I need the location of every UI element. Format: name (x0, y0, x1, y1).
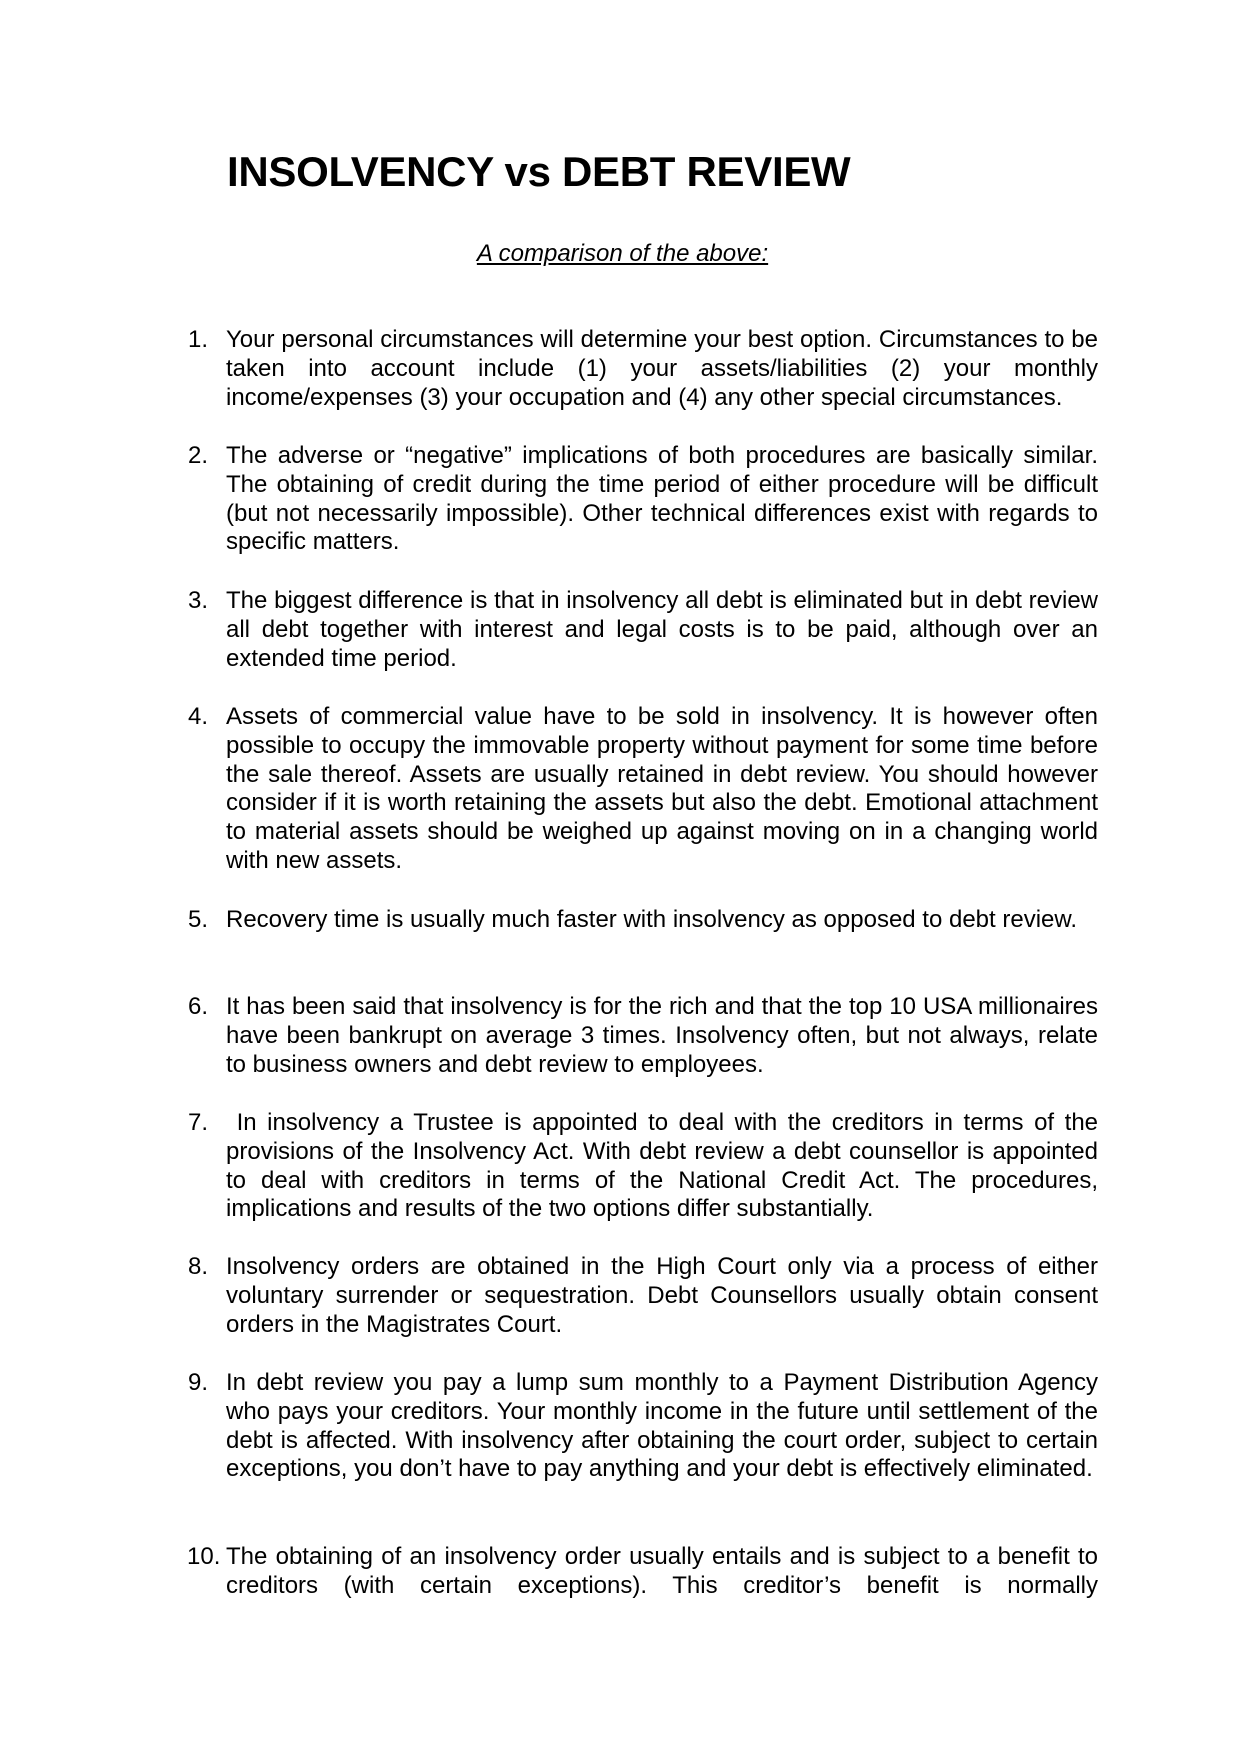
list-item-text: Assets of commercial value have to be sold in insolvency. It is however often possible to occupy the immovable property without payment for some time before the sale thereof. Assets are usually retained in debt review. You should however consider if it is worth retaining the assets but also the debt. Emotional attachment to material assets should be weighed up against moving on in a changing world with new assets. (226, 703, 1098, 874)
list-item-text: It has been said that insolvency is for the rich and that the top 10 USA millionaires have been bankrupt on average 3 times. Insolvency often, but not always, relate to business owners and debt review to employees. (226, 993, 1098, 1078)
list-item-text: The adverse or “negative” implications of both procedures are basically similar. The obtaining of credit during the time period of either procedure will be difficult (but not necessarily impossible). Other technical differences exist with regards to specific matters. (226, 442, 1098, 556)
list-item-number: 2. (188, 442, 209, 469)
list-item-text: In insolvency a Trustee is appointed to deal with the creditors in terms of the provisions of the Insolvency Act. With debt review a debt counsellor is appointed to deal with creditors in terms of the National Credit Act. The procedures, implications and results of the two options differ substantially. (226, 1109, 1105, 1223)
document-title: INSOLVENCY vs DEBT REVIEW (227, 148, 851, 195)
list-item (188, 1253, 1098, 1339)
list-item-number: 5. (188, 906, 209, 933)
list-item-text: The biggest difference is that in insolvency all debt is eliminated but in debt review all debt together with interest and legal costs is to be paid, although over an extended time period. (226, 587, 1098, 672)
list-item (188, 703, 1098, 876)
list-item (188, 906, 1098, 935)
list-item-text: Your personal circumstances will determine your best option. Circumstances to be taken into account include (1) your assets/liabilities (2) your monthly income/expenses (3) your occupation and (4) any other special circumstances. (226, 326, 1098, 411)
list-item (188, 587, 1098, 673)
list-item (188, 993, 1098, 1079)
list-item-number: 4. (188, 703, 209, 730)
list-item-text: In debt review you pay a lump sum monthly to a Payment Distribution Agency who pays your creditors. Your monthly income in the future until settlement of the debt is affected. With insolvency after obtaining the court order, subject to certain exceptions, you don’t have to pay anything and your debt is effectively eliminated. (226, 1369, 1098, 1483)
document-subtitle: A comparison of the above: (476, 240, 769, 267)
list-item (188, 1369, 1098, 1484)
list-item-number: 8. (188, 1253, 209, 1280)
list-item-text: Insolvency orders are obtained in the High Court only via a process of either voluntary surrender or sequestration. Debt Counsellors usually obtain consent orders in the Magistrates Court. (226, 1253, 1098, 1338)
list-item (188, 1543, 1098, 1601)
list-item-number: 7. (188, 1109, 209, 1136)
list-item-text: Recovery time is usually much faster with insolvency as opposed to debt review. (226, 906, 1078, 933)
list-item-number: 9. (188, 1369, 209, 1396)
list-item (188, 442, 1098, 557)
list-item-text: The obtaining of an insolvency order usually entails and is subject to a benefit to creditors (with certain exceptions). This creditor’s benefit is normally (226, 1543, 1098, 1599)
list-item (188, 1109, 1105, 1224)
list-item (188, 326, 1098, 412)
list-item-number: 3. (188, 587, 209, 614)
list-item-number: 10. (187, 1543, 221, 1570)
list-item-number: 6. (188, 993, 209, 1020)
list-item-number: 1. (188, 326, 209, 353)
